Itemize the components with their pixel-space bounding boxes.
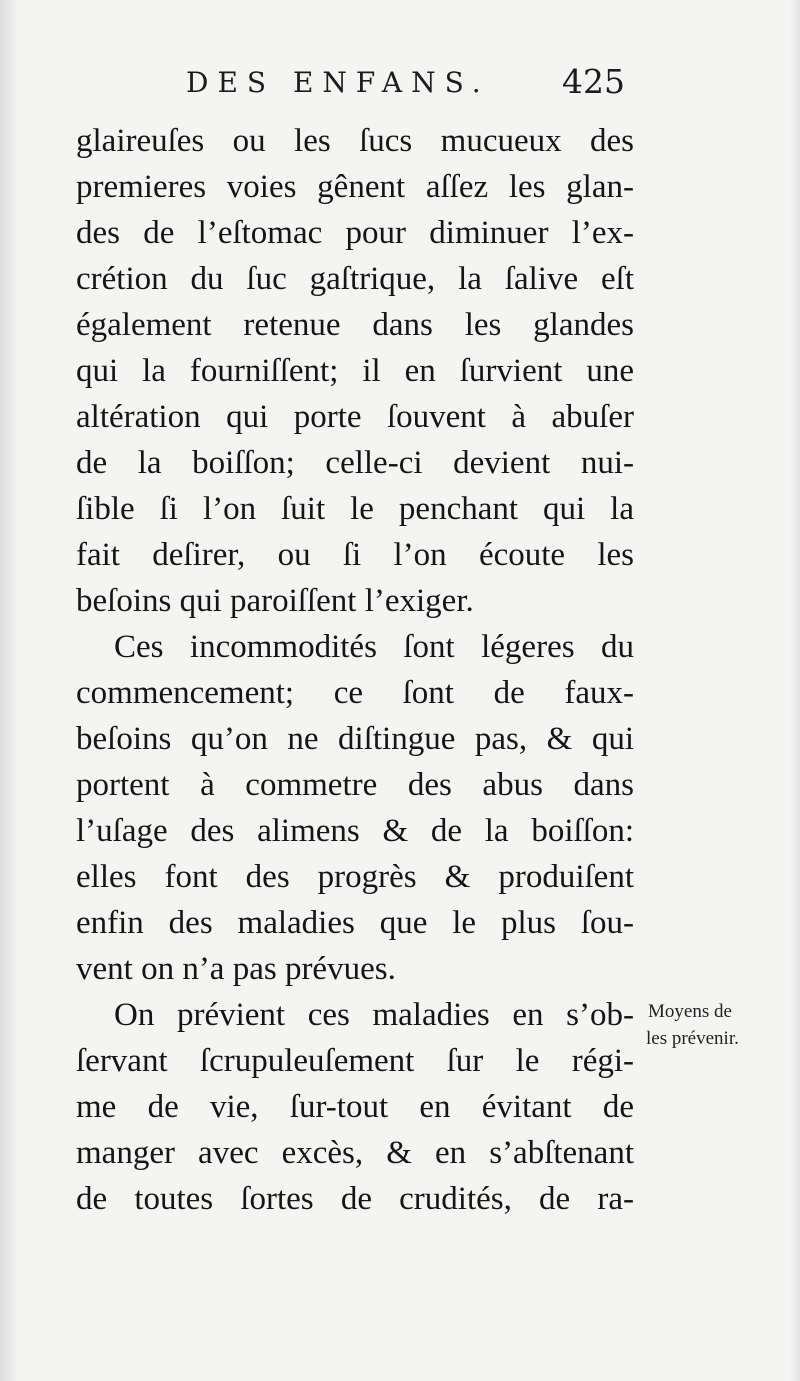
text-line: également retenue dans les glandes <box>76 307 634 343</box>
paragraph-end-line: beſoins qui paroiſſent l’exiger. <box>76 583 474 619</box>
text-line: manger avec excès, & en s’abſtenant <box>76 1135 634 1171</box>
text-line: me de vie, ſur-tout en évitant de <box>76 1089 634 1125</box>
text-line: des de l’eſtomac pour diminuer l’ex- <box>76 215 634 251</box>
running-title: DES ENFANS. <box>186 66 490 99</box>
text-line: premieres voies gênent aſſez les glan- <box>76 169 634 205</box>
text-line: de la boiſſon; celle-ci devient nui- <box>76 445 634 481</box>
text-line: de toutes ſortes de crudités, de ra- <box>76 1181 634 1217</box>
text-line: commencement; ce ſont de faux- <box>76 675 634 711</box>
text-line: ſible ſi l’on ſuit le penchant qui la <box>76 491 634 527</box>
text-line: portent à commetre des abus dans <box>76 767 634 803</box>
text-line: altération qui porte ſouvent à abuſer <box>76 399 634 435</box>
text-line: l’uſage des alimens & de la boiſſon: <box>76 813 634 849</box>
text-line: enfin des maladies que le plus ſou- <box>76 905 634 941</box>
margin-note-line: Moyens de <box>648 1001 732 1022</box>
margin-note-line: les prévenir. <box>646 1028 739 1049</box>
text-line: ſervant ſcrupuleuſement ſur le régi- <box>76 1043 634 1079</box>
text-line: glaireuſes ou les ſucs mucueux des <box>76 123 634 159</box>
text-line: crétion du ſuc gaſtrique, la ſalive eſt <box>76 261 634 297</box>
page-number: 425 <box>562 62 625 101</box>
text-line: qui la fourniſſent; il en ſurvient une <box>76 353 634 389</box>
text-line: elles font des progrès & produiſent <box>76 859 634 895</box>
paragraph-end-line: vent on n’a pas prévues. <box>76 951 396 987</box>
paragraph-start-line: On prévient ces maladies en s’ob- <box>114 997 634 1033</box>
body-text <box>76 118 634 1222</box>
text-line: fait deſirer, ou ſi l’on écoute les <box>76 537 634 573</box>
paragraph-start-line: Ces incommodités ſont légeres du <box>114 629 634 665</box>
margin-note <box>648 998 796 1052</box>
text-line: beſoins qu’on ne diſtingue pas, & qui <box>76 721 634 757</box>
